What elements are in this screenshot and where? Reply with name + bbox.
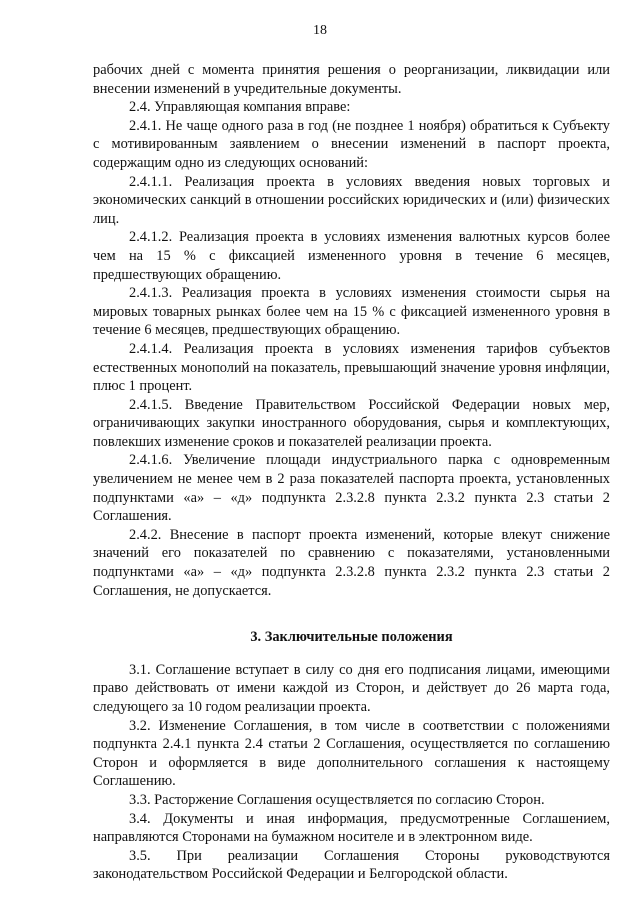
document-body [93,61,610,884]
paragraph-2-4-1: 2.4.1. Не чаще одного раза в год (не позднее 1 ноября) обратиться к Субъекту с мотивированным заявлением о внесении изменений в паспорт проекта, содержащим одно из следующих оснований: [93,117,610,171]
paragraph-3-1: 3.1. Соглашение вступает в силу со дня его подписания лицами, имеющими право действовать от имени каждой из Сторон, и действует до 26 марта года, следующего за 10 годом реализации проекта. [93,661,610,715]
paragraph-continuation: рабочих дней с момента принятия решения о реорганизации, ликвидации или внесении изменений в учредительные документы. [93,62,610,97]
section-heading: 3. Заключительные положения [250,629,453,646]
paragraph-2-4-1-6: 2.4.1.6. Увеличение площади индустриального парка с одновременным увеличением не менее чем в 2 раза показателей паспорта проекта, установленных подпунктами «а» – «д» подпункта 2.3.2.8 пункта 2.3.2 пункта 2.3 статьи 2 Соглашения. [93,452,610,525]
paragraph-2-4-1-2: 2.4.1.2. Реализация проекта в условиях изменения валютных курсов более чем на 15 % с фиксацией измененного уровня в течение 6 месяцев, предшествующих обращению. [93,229,610,283]
paragraph-2-4-1-3: 2.4.1.3. Реализация проекта в условиях изменения стоимости сырья на мировых товарных рынках более чем на 15 % с фиксацией измененного уровня в течение 6 месяцев, предшествующих обращению. [93,285,610,339]
paragraph-3-4: 3.4. Документы и иная информация, предусмотренные Соглашением, направляются Сторонами на бумажном носителе и в электронном виде. [93,810,610,846]
paragraph-2-4-1-4: 2.4.1.4. Реализация проекта в условиях изменения тарифов субъектов естественных монополий на показатель, превышающий значение уровня инфляции, плюс 1 процент. [93,340,610,395]
paragraph-2-4-2: 2.4.2. Внесение в паспорт проекта изменений, которые влекут снижение значений его показателей по сравнению с показателями, установленными подпунктами «а» – «д» подпункта 2.3.2.8 пункта 2.3.2 пункта 2.3 статьи 2 Соглашения, не допускается. [93,526,610,599]
paragraph-3-3: 3.3. Расторжение Соглашения осуществляется по согласию Сторон. [129,791,545,808]
paragraph-3-5: 3.5. При реализации Соглашения Стороны руководствуются законодательством Российской Федерации и Белгородской области. [93,847,610,883]
page-number: 18 [313,23,327,38]
paragraph-2-4-1-5: 2.4.1.5. Введение Правительством Российской Федерации новых мер, ограничивающих закупки иностранного оборудования, сырья и комплектующих, повлекших изменение сроков и показателей реализации проекта. [93,396,610,450]
paragraph-2-4-1-1: 2.4.1.1. Реализация проекта в условиях введения новых торговых и экономических санкций в отношении российских юридических и (или) физических лиц. [93,173,610,227]
paragraph-2-4: 2.4. Управляющая компания вправе: [129,99,351,116]
paragraph-3-2: 3.2. Изменение Соглашения, в том числе в соответствии с положениями подпункта 2.4.1 пункта 2.4 статьи 2 Соглашения, осуществляется по соглашению Сторон и оформляется в виде дополнительного соглашения к настоящему Соглашению. [93,717,610,790]
